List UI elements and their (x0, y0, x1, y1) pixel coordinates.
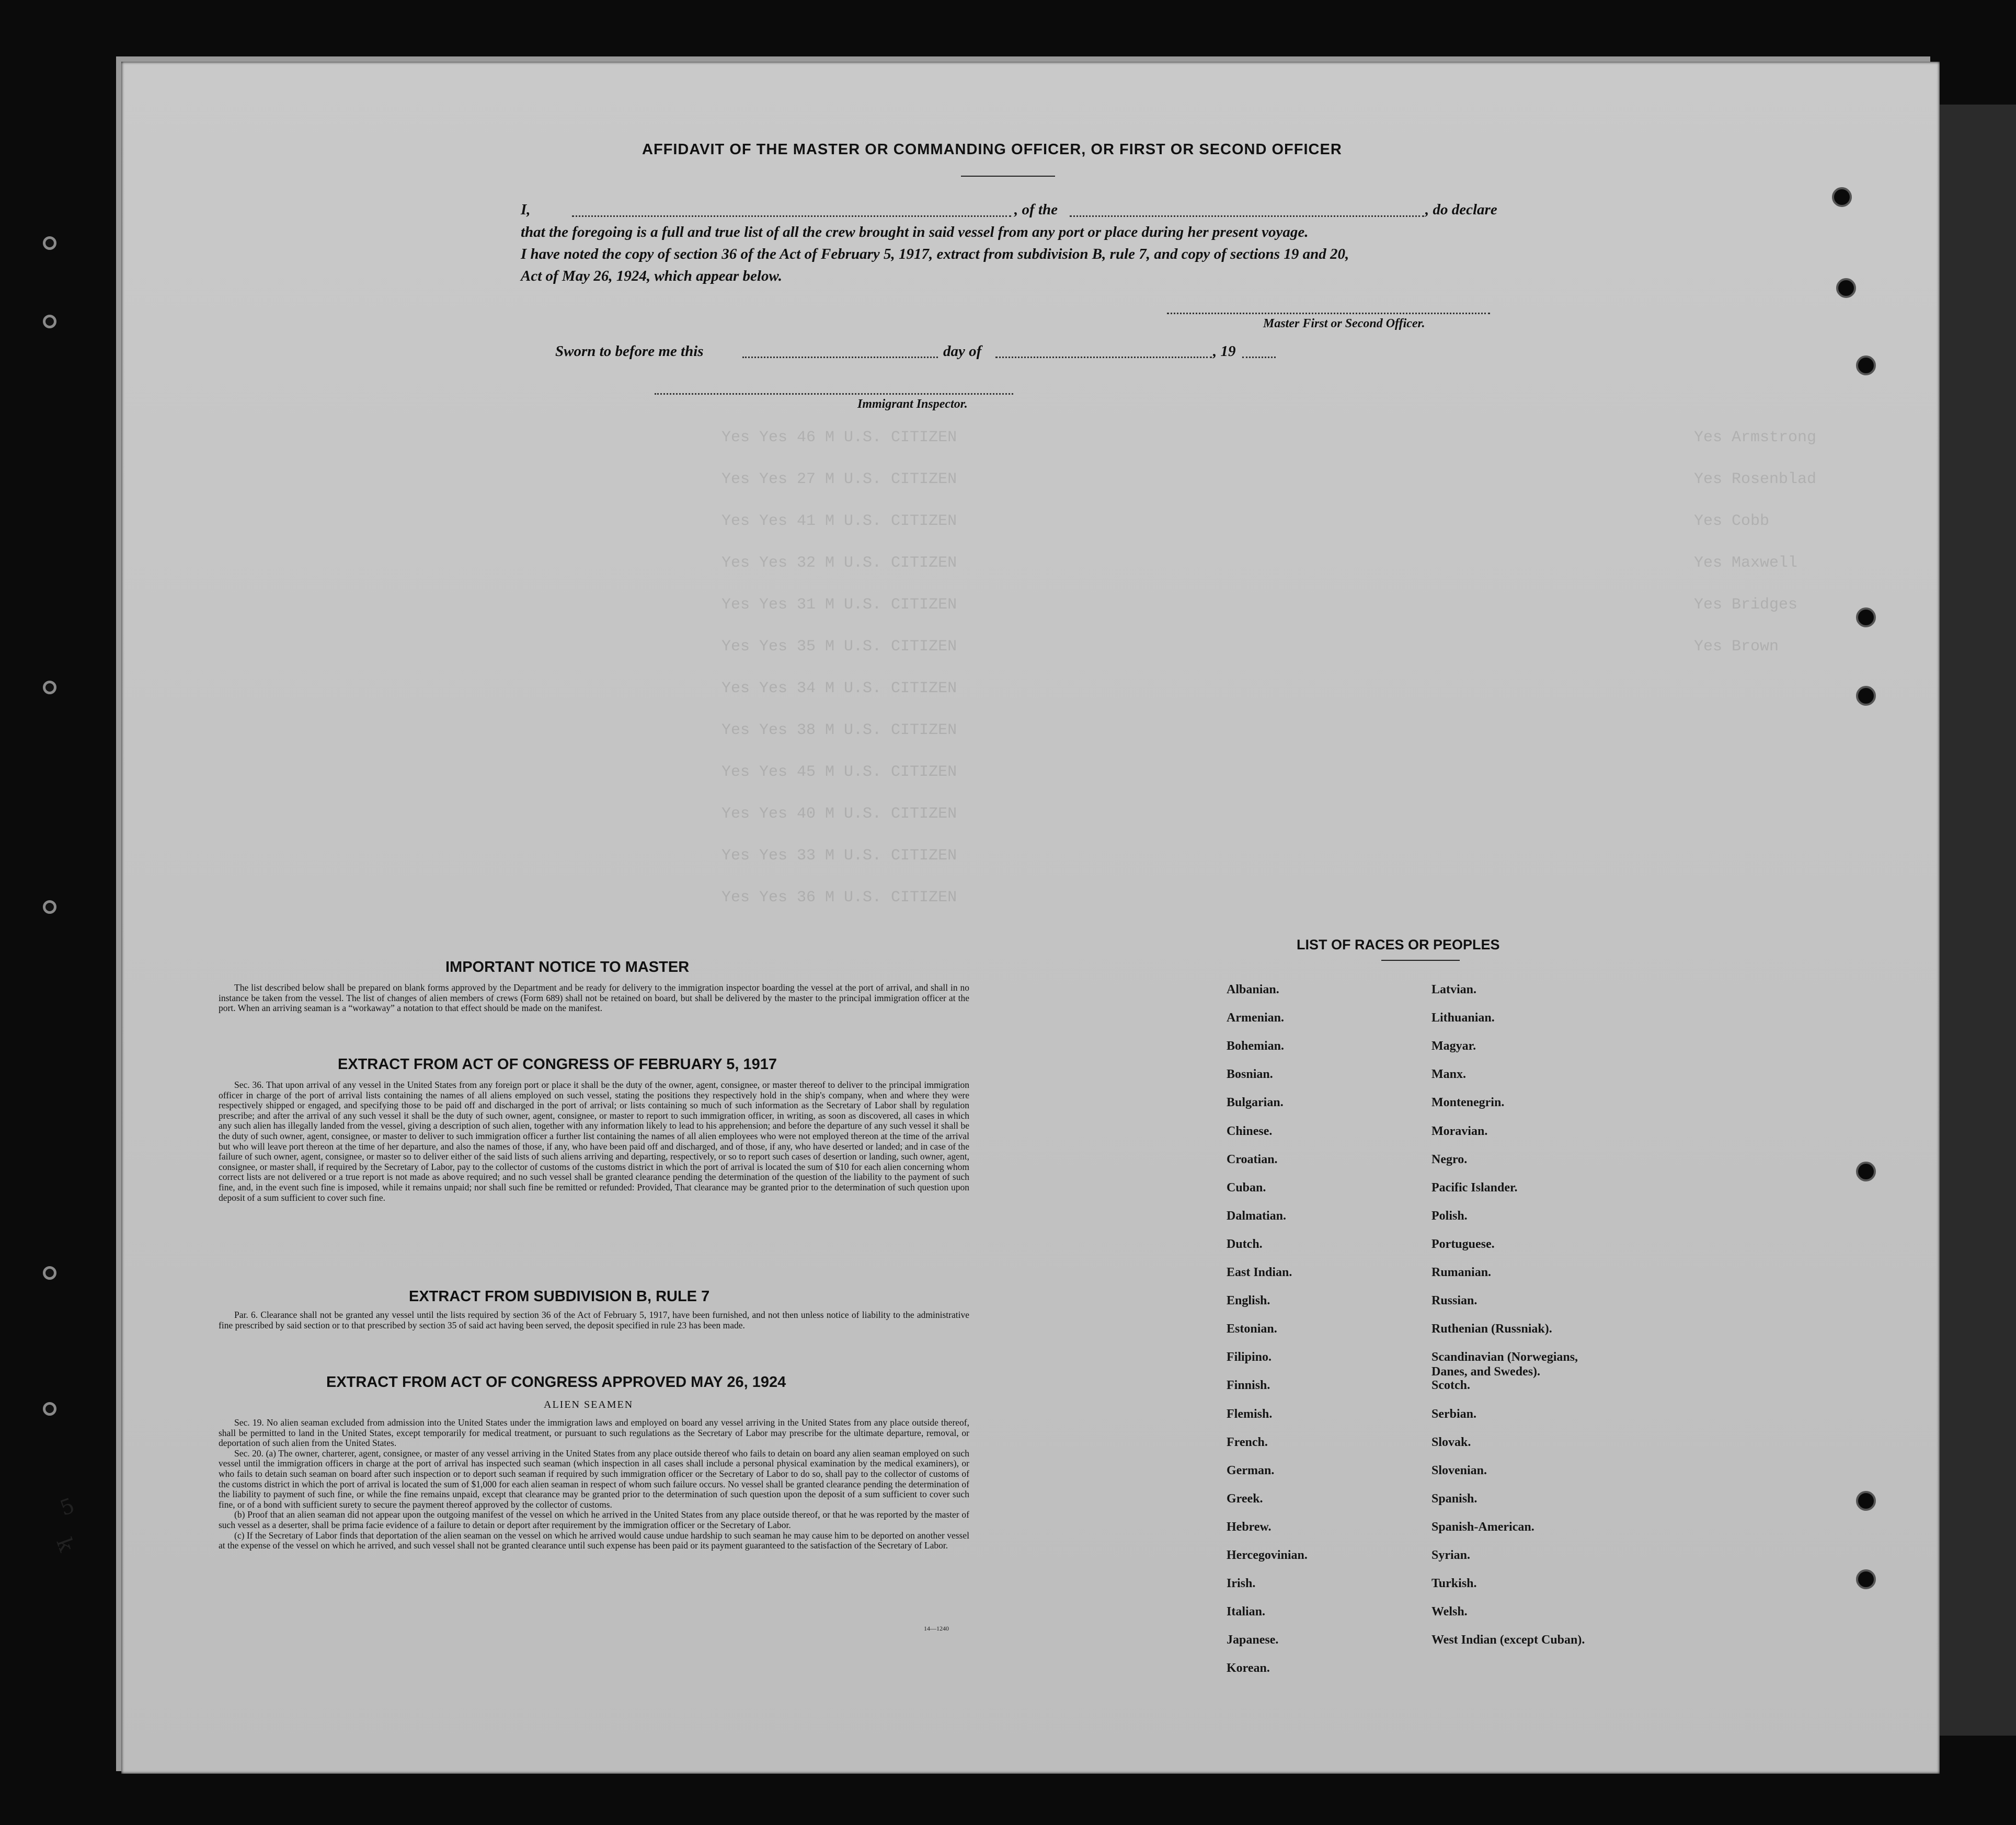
race-item: Pacific Islander. (1431, 1180, 1518, 1195)
show-through-line: Yes Bridges (1694, 596, 1798, 614)
race-item: Hebrew. (1227, 1520, 1272, 1534)
punch-hole-icon (1856, 686, 1876, 706)
affidavit-line-4: Act of May 26, 1924, which appear below. (521, 268, 782, 284)
affidavit-line-2: that the foregoing is a full and true list of all the crew brought in said vessel from any port or place during her present voyage. (521, 224, 1309, 240)
race-item: Negro. (1431, 1152, 1468, 1166)
affidavit-title-rule (961, 176, 1055, 177)
show-through-line: Yes Yes 41 M U.S. CITIZEN (721, 512, 957, 530)
race-item: Dalmatian. (1227, 1209, 1286, 1223)
binder-hole-icon (43, 1266, 56, 1280)
show-through-line: Yes Yes 45 M U.S. CITIZEN (721, 763, 957, 781)
race-item: Albanian. (1227, 983, 1279, 996)
show-through-line: Yes Yes 27 M U.S. CITIZEN (721, 470, 957, 488)
race-item: Manx. (1431, 1068, 1466, 1082)
race-item: Serbian. (1431, 1407, 1477, 1421)
race-item: Rumanian. (1431, 1266, 1492, 1279)
race-item: Russian. (1431, 1294, 1477, 1308)
race-item: Moravian. (1431, 1124, 1488, 1138)
show-through-line: Yes Yes 32 M U.S. CITIZEN (721, 554, 957, 572)
day-of-label: day of (943, 343, 982, 360)
race-item: Chinese. (1227, 1124, 1273, 1138)
race-item: Portuguese. (1431, 1237, 1495, 1251)
race-item: Turkish. (1431, 1577, 1477, 1591)
binder-hole-icon (43, 1402, 56, 1416)
sworn-month-field[interactable] (995, 357, 1212, 358)
punch-hole-icon (1856, 1162, 1876, 1181)
extract-1917-title: EXTRACT FROM ACT OF CONGRESS OF FEBRUARY 5, 1917 (338, 1056, 777, 1073)
show-through-line: Yes Maxwell (1694, 554, 1798, 572)
race-item: Slovenian. (1431, 1463, 1487, 1477)
show-through-line: Yes Brown (1694, 638, 1779, 656)
rule7-text: Par. 6. Clearance shall not be granted any vessel until the lists required by section 36 of the Act of February 5, 1917, have been furnished, and not then unless notice of liability to the administrative fine prescribed by said section or to that prescribed by section 35 of said act having been served, the deposit specified in rule 23 has been made. (219, 1310, 969, 1330)
master-signature-caption: Master First or Second Officer. (1263, 317, 1425, 330)
race-item: Spanish. (1431, 1491, 1477, 1506)
extract-1924-block (219, 1418, 969, 1551)
race-item: Bosnian. (1227, 1068, 1273, 1082)
race-item: Ruthenian (Russniak). (1431, 1322, 1552, 1336)
sworn-day-field[interactable] (742, 357, 938, 358)
punch-hole-icon (1856, 1569, 1876, 1589)
race-item: Syrian. (1431, 1548, 1471, 1562)
race-item: Slovak. (1431, 1435, 1471, 1449)
race-item: Japanese. (1227, 1633, 1279, 1647)
race-item: Latvian. (1431, 983, 1477, 996)
race-item: Polish. (1431, 1209, 1468, 1223)
affidavit-title: AFFIDAVIT OF THE MASTER OR COMMANDING OFFICER, OR FIRST OR SECOND OFFICER (642, 141, 1342, 158)
race-item: Irish. (1227, 1577, 1256, 1591)
race-item: Montenegrin. (1431, 1096, 1505, 1110)
races-title-rule (1381, 960, 1460, 961)
race-item: Korean. (1227, 1661, 1270, 1675)
declarant-name-field[interactable] (572, 215, 1011, 217)
affidavit-do-declare: , do declare (1425, 201, 1497, 218)
extract-1917-block (219, 1080, 969, 1203)
extract-1924-sec19: Sec. 19. No alien seaman excluded from admission into the United States under the immigration laws and employed on board any vessel arriving in the United States from any place outside thereof, shall be permitted to land in the United States, except temporarily for medical treatment, or pursuant to such regulations as the Secretary of Labor may prescribe for the ultimate departure, removal, or deportation of such alien from the United States. (219, 1417, 969, 1449)
show-through-line: Yes Yes 36 M U.S. CITIZEN (721, 889, 957, 906)
margin-scribble: k (51, 1534, 78, 1555)
binder-hole-icon (43, 900, 56, 914)
race-item: Scandinavian (Norwegians, (1431, 1350, 1578, 1364)
race-item: Bulgarian. (1227, 1096, 1284, 1110)
right-shadow-strip (1934, 105, 2016, 1736)
race-item: Dutch. (1227, 1237, 1263, 1251)
punch-hole-icon (1856, 355, 1876, 375)
race-item: Filipino. (1227, 1350, 1272, 1364)
punch-hole-icon (1856, 607, 1876, 627)
affidavit-of-the: , of the (1014, 201, 1058, 218)
form-number: 14—1240 (924, 1625, 949, 1632)
show-through-line: Yes Yes 35 M U.S. CITIZEN (721, 638, 957, 656)
inspector-caption: Immigrant Inspector. (857, 397, 968, 411)
show-through-line: Yes Yes 34 M U.S. CITIZEN (721, 680, 957, 697)
race-item: Finnish. (1227, 1379, 1270, 1393)
race-item: Estonian. (1227, 1322, 1277, 1336)
extract-1917-text: Sec. 36. That upon arrival of any vessel in the United States from any foreign port or place it shall be the duty of the owner, agent, consignee, or master thereof to deliver to the principal immigration officer in charge of the port of arrival lists containing the names of all aliens employed on such vessel, stating the positions they respectively hold in the ship's company, when and where they were respectively shipped or engaged, and specifying those to be paid off and discharged in the port of arrival; or lists containing so much of such information as the Secretary of Labor shall by regulation prescribe; and after the arrival of any such vessel it shall be the duty of such owner, agent, consignee, or master to report to such immigration officer, in writing, as soon as discovered, all cases in which any such alien has illegally landed from the vessel, giving a description of such alien, together with any information likely to lead to his apprehension; and before the departure of any such vessel it shall be the duty of such owner, agent, consignee, or master to deliver to such immigration officer a further list containing the names of all alien employees who were not employed thereon at the time of the arrival but who will leave port thereon at the time of her departure, and also the names of those, if any, who have been paid off and discharged, and of those, if any, who have deserted or landed; and in case of the failure of such owner, agent, consignee, or master so to deliver either of the said lists of such aliens arriving and departing, respectively, or so to report such cases of desertion or landing, such owner, agent, consignee, or master shall, if required by the Secretary of Labor, pay to the collector of customs of the customs district in which the port of arrival is located the sum of $10 for each alien concerning whom correct lists are not delivered or a true report is not made as above required; and no such vessel shall be granted clearance pending the determination of the question of the liability to the payment of such fine, and, in the event such fine is imposed, while it remains unpaid; nor shall such fine be remitted or refunded: Provided, That clearance may be granted prior to the determination of such question upon deposit of a sum sufficient to cover such fine. (219, 1080, 969, 1203)
notice-title: IMPORTANT NOTICE TO MASTER (445, 959, 690, 975)
master-signature-line[interactable] (1167, 313, 1490, 314)
affidavit-i-label: I, (521, 201, 531, 218)
race-item: Welsh. (1431, 1605, 1468, 1619)
show-through-line: Yes Yes 46 M U.S. CITIZEN (721, 429, 957, 446)
binder-hole-icon (43, 236, 56, 250)
notice-text: The list described below shall be prepared on blank forms approved by the Department and be ready for delivery to the immigration inspector boarding the vessel at the port of arrival, and shall in no instance be taken from the vessel. The list of changes of alien members of crews (Form 689) shall not be retained on board, but shall be delivered by the master to the principal immigration officer at the port. When an arriving seaman is a “workaway” a notation to that effect should be made on the manifest. (219, 982, 969, 1014)
race-item: Bohemian. (1227, 1039, 1285, 1053)
race-item: Cuban. (1227, 1180, 1266, 1195)
race-item: Lithuanian. (1431, 1011, 1495, 1025)
rule7-block (219, 1310, 969, 1330)
race-item: East Indian. (1227, 1266, 1292, 1279)
extract-1924-sec20a: Sec. 20. (a) The owner, charterer, agent, consignee, or master of any vessel arriving in the United States from any place outside thereof who fails to detain on board any alien seaman employed on such vessel until the immigration officers in charge at the port of arrival has inspected such seaman (which inspection in all cases shall include a personal physical examination by the medical examiners), or who fails to detain such seaman on board after such inspection or to deport such seaman if required by such immigration officer or the Secretary of Labor to do so, shall pay to the collector of customs of the customs district in which the port of arrival is located the sum of $1,000 for each alien seaman in respect of whom such failure occurs. No vessel shall be granted clearance pending the determination of the liability to payment of such fine, or while the fine remains unpaid, except that clearance may be granted prior to the determination of such question upon the deposit of a sum sufficient to cover such fine, or of a bond with sufficient surety to secure the payment thereof approved by the collector of customs. (219, 1448, 969, 1510)
binder-hole-icon (43, 681, 56, 694)
show-through-line: Yes Yes 38 M U.S. CITIZEN (721, 721, 957, 739)
rule7-title: EXTRACT FROM SUBDIVISION B, RULE 7 (409, 1288, 710, 1305)
margin-scribble: 5 (56, 1494, 78, 1521)
extract-1924-title: EXTRACT FROM ACT OF CONGRESS APPROVED MAY 26, 1924 (326, 1374, 786, 1391)
race-item: English. (1227, 1294, 1270, 1308)
inspector-signature-line[interactable] (655, 393, 1013, 395)
show-through-line: Yes Cobb (1694, 512, 1770, 530)
race-item: Scotch. (1431, 1379, 1470, 1393)
punch-hole-icon (1832, 187, 1852, 207)
show-through-line: Yes Yes 33 M U.S. CITIZEN (721, 847, 957, 865)
race-item: Armenian. (1227, 1011, 1284, 1025)
vessel-name-field[interactable] (1070, 215, 1424, 217)
race-item: French. (1227, 1435, 1268, 1449)
race-item: Italian. (1227, 1605, 1266, 1619)
race-item: German. (1227, 1463, 1275, 1477)
sworn-label: Sworn to before me this (555, 343, 704, 360)
race-item: Hercegovinian. (1227, 1548, 1308, 1562)
punch-hole-icon (1856, 1491, 1876, 1511)
extract-1924-sec20b: (b) Proof that an alien seaman did not appear upon the outgoing manifest of the vessel on which he arrived in the United States from any place outside thereof, or that he was reported by the master of such vessel as a deserter, shall be prima facie evidence of a failure to detain or deport after requirement by the immigration officer or the Secretary of Labor. (219, 1509, 969, 1530)
race-item: Flemish. (1227, 1407, 1273, 1421)
affidavit-line-3: I have noted the copy of section 36 of the Act of February 5, 1917, extract from subdivision B, rule 7, and copy of sections 19 and 20, (521, 246, 1349, 262)
show-through-line: Yes Armstrong (1694, 429, 1817, 446)
race-item: Spanish-American. (1431, 1520, 1534, 1534)
extract-1924-sec20c: (c) If the Secretary of Labor finds that deportation of the alien seaman on the vessel on which he arrived would cause undue hardship to such seaman he may cause him to be deported on another vessel at the expense of the vessel on which he arrived, and such vessel shall not be granted clearance until such expense has been paid or its payment guaranteed to the satisfaction of the Secretary of Labor. (219, 1530, 969, 1551)
notice-text-block (219, 983, 969, 1014)
race-item: Croatian. (1227, 1152, 1278, 1166)
punch-hole-icon (1836, 278, 1856, 298)
race-item: West Indian (except Cuban). (1431, 1633, 1585, 1647)
race-item: Greek. (1227, 1491, 1263, 1506)
show-through-line: Yes Yes 31 M U.S. CITIZEN (721, 596, 957, 614)
races-title: LIST OF RACES OR PEOPLES (1297, 937, 1500, 952)
binder-hole-icon (43, 315, 56, 328)
year-label: , 19 (1213, 343, 1236, 360)
extract-1924-subtitle: ALIEN SEAMEN (544, 1399, 634, 1410)
sworn-year-field[interactable] (1242, 357, 1276, 358)
show-through-line: Yes Rosenblad (1694, 470, 1817, 488)
race-item: Danes, and Swedes). (1431, 1365, 1541, 1379)
race-item: Magyar. (1431, 1039, 1476, 1053)
show-through-line: Yes Yes 40 M U.S. CITIZEN (721, 805, 957, 823)
